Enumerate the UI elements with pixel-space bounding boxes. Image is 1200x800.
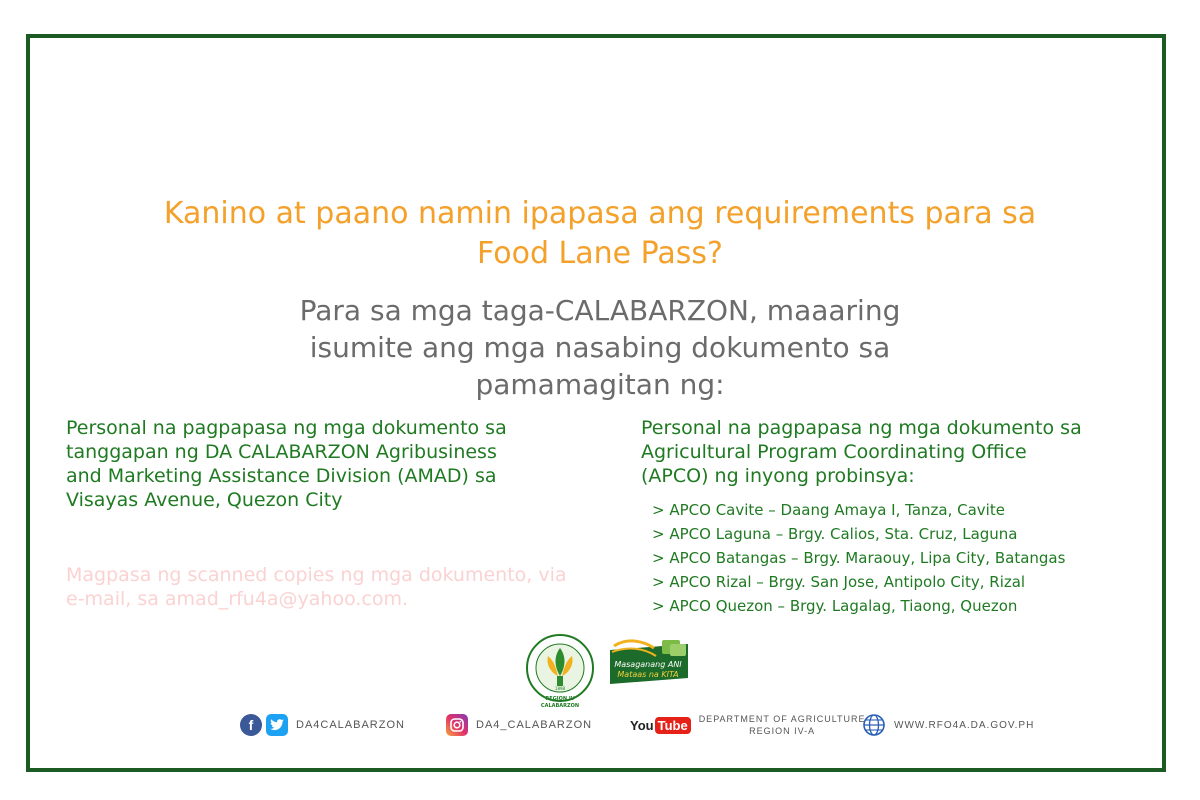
list-item: > APCO Cavite – Daang Amaya I, Tanza, Cavite — [652, 501, 1005, 519]
apco-line-2: Agricultural Program Coordinating Office — [641, 441, 1027, 463]
svg-text:CALABARZON: CALABARZON — [540, 703, 580, 709]
amad-line-1: Personal na pagpapasa ng mga dokumento sa — [66, 417, 507, 439]
footer — [0, 710, 1200, 740]
list-item: > APCO Batangas – Brgy. Maraouy, Lipa City, Batangas — [652, 549, 1066, 567]
email-line-2[interactable]: e-mail, sa amad_rfu4a@yahoo.com. — [66, 588, 409, 610]
amad-line-3: and Marketing Assistance Division (AMAD) sa — [66, 465, 497, 487]
website-group — [862, 710, 1034, 740]
question-line-2: Food Lane Pass? — [477, 236, 723, 271]
option-apco — [641, 416, 1141, 488]
list-item: > APCO Rizal – Brgy. San Jose, Antipolo City, Rizal — [652, 573, 1026, 591]
da-seal-logo — [520, 630, 600, 710]
yt-line-1[interactable]: DEPARTMENT OF AGRICULTURE — [698, 714, 866, 724]
youtube-you: You — [630, 717, 654, 733]
masaganang-ani-logo — [606, 638, 692, 700]
facebook-icon[interactable]: f — [240, 714, 262, 736]
list-item: > APCO Quezon – Brgy. Lagalag, Tiaong, Quezon — [652, 597, 1018, 615]
youtube-group — [630, 710, 866, 740]
logos — [520, 630, 700, 710]
amad-line-4: Visayas Avenue, Quezon City — [66, 489, 343, 511]
twitter-icon[interactable] — [266, 714, 288, 736]
apco-line-3: (APCO) ng inyong probinsya: — [641, 465, 915, 487]
youtube-tube: Tube — [655, 717, 691, 734]
instagram-handle[interactable]: DA4_CALABARZON — [476, 719, 593, 731]
list-item: > APCO Laguna – Brgy. Calios, Sta. Cruz, Laguna — [652, 525, 1018, 543]
intro-line-3: pamamagitan ng: — [475, 368, 725, 401]
youtube-icon[interactable] — [630, 717, 691, 734]
option-amad — [66, 416, 566, 512]
instagram-icon[interactable] — [446, 714, 468, 736]
question-line-1: Kanino at paano namin ipapasa ang requirements para sa — [163, 196, 1037, 231]
fb-tw-handle[interactable]: DA4CALABARZON — [296, 719, 405, 731]
svg-text:1898: 1898 — [554, 686, 566, 691]
intro-line-1: Para sa mga taga-CALABARZON, maaaring — [299, 294, 901, 327]
apco-line-1: Personal na pagpapasa ng mga dokumento sa — [641, 417, 1082, 439]
svg-text:Masaganang ANI: Masaganang ANI — [614, 660, 682, 669]
apco-list — [652, 498, 1065, 618]
instagram-group — [446, 710, 592, 740]
globe-icon — [862, 713, 886, 737]
amad-line-2: tanggapan ng DA CALABARZON Agribusiness — [66, 441, 497, 463]
website-link[interactable]: WWW.RFO4A.DA.GOV.PH — [894, 719, 1035, 731]
intro-line-2: isumite ang mga nasabing dokumento sa — [309, 331, 891, 364]
email-line-1: Magpasa ng scanned copies ng mga dokumento, via — [66, 564, 567, 586]
fb-tw-group — [240, 710, 405, 740]
intro-text — [0, 292, 1200, 403]
svg-text:REGION IV: REGION IV — [545, 696, 575, 702]
youtube-channel — [699, 713, 866, 737]
yt-line-2: REGION IV-A — [749, 726, 816, 736]
email-option — [66, 563, 606, 611]
question-heading — [0, 194, 1200, 274]
svg-text:Mataas na KITA: Mataas na KITA — [617, 670, 679, 679]
